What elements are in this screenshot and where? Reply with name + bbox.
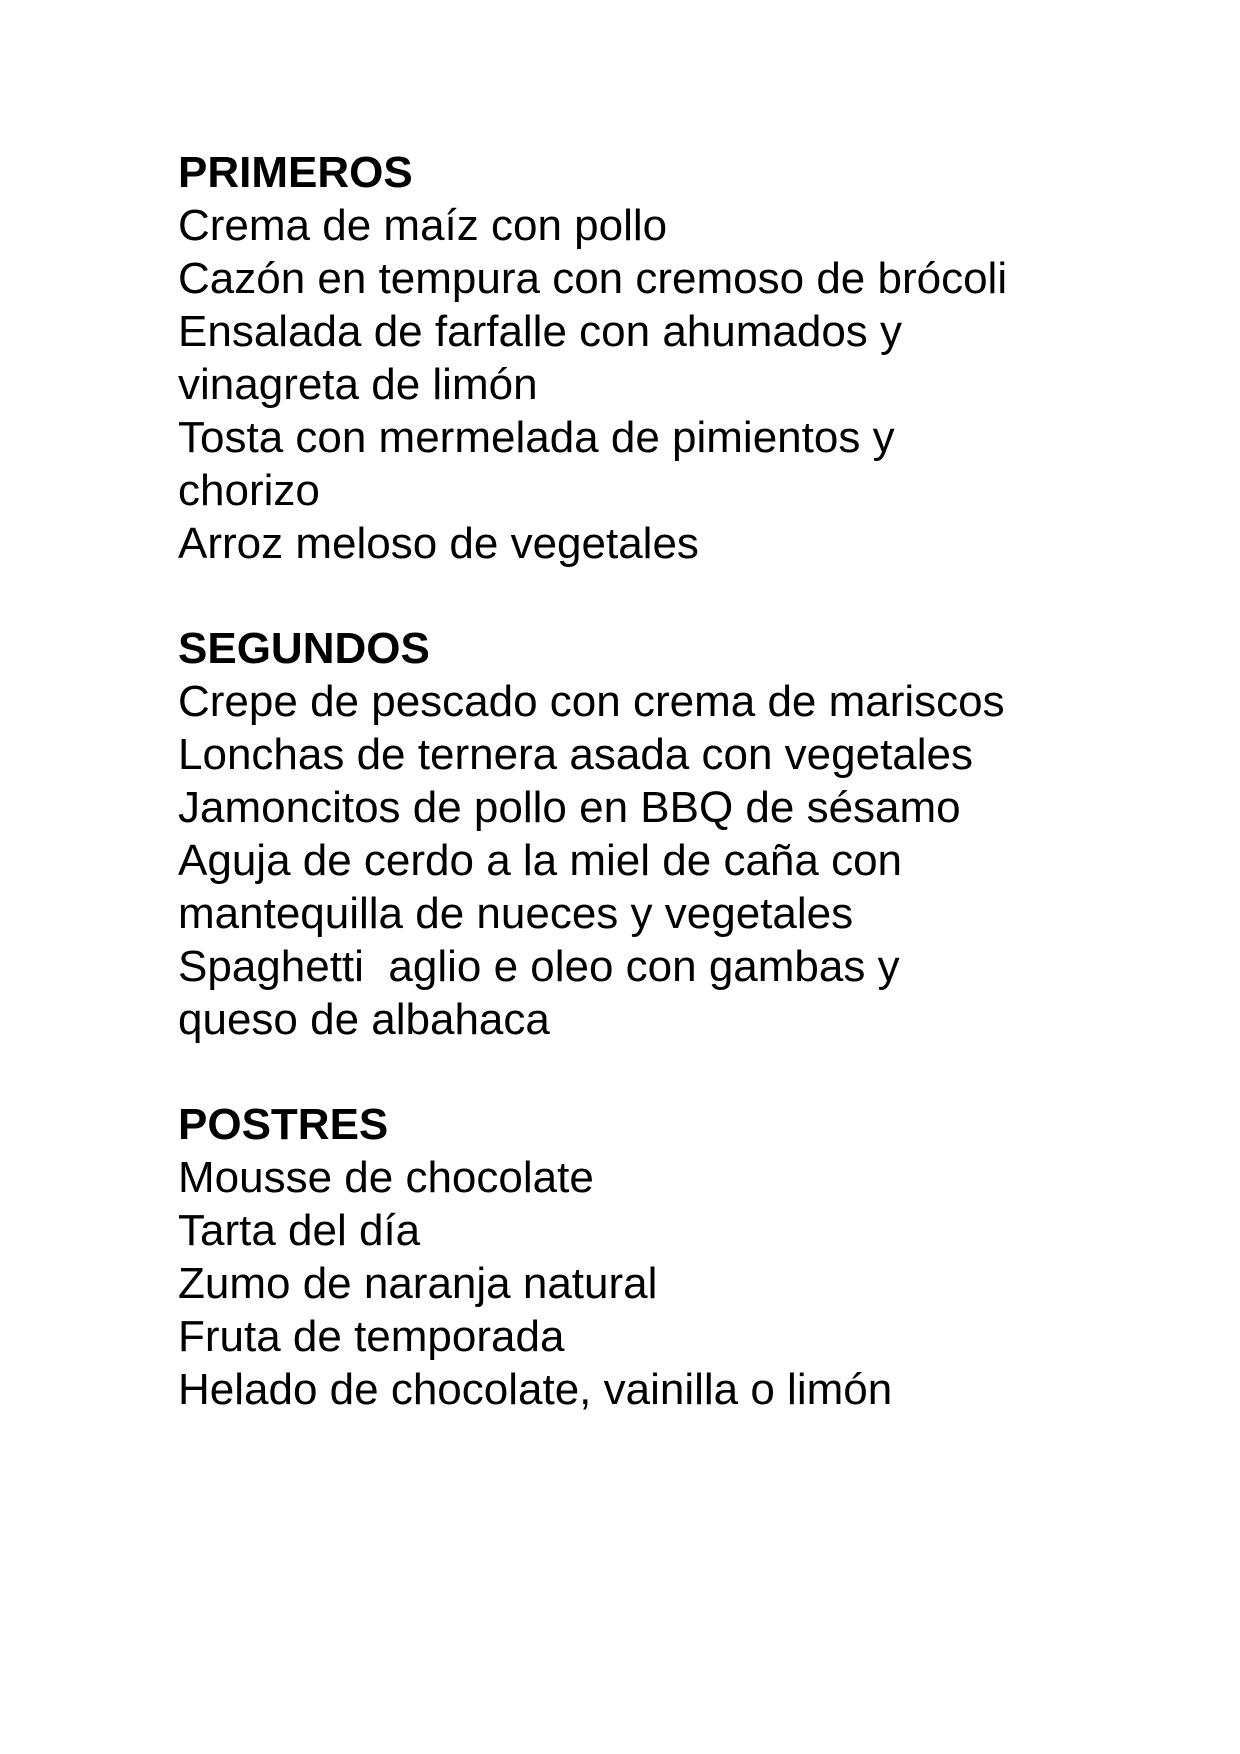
section-title: POSTRES	[178, 1100, 389, 1149]
section-title: SEGUNDOS	[178, 624, 430, 673]
menu-line: Aguja de cerdo a la miel de caña con	[178, 836, 903, 885]
menu-line: chorizo	[178, 466, 320, 515]
section-title: PRIMEROS	[178, 148, 413, 197]
menu-line: Fruta de temporada	[178, 1312, 565, 1361]
menu-line: Tarta del día	[178, 1206, 421, 1255]
menu-line: Jamoncitos de pollo en BBQ de sésamo	[178, 783, 961, 832]
menu-line: Tosta con mermelada de pimientos y	[178, 413, 895, 462]
section-primeros	[178, 146, 1178, 570]
section-postres	[178, 1098, 1178, 1416]
menu-line: Helado de chocolate, vainilla o limón	[178, 1365, 893, 1414]
menu-line: Ensalada de farfalle con ahumados y	[178, 307, 903, 356]
menu	[178, 146, 1178, 1468]
menu-line: Lonchas de ternera asada con vegetales	[178, 730, 974, 779]
menu-line: Crepe de pescado con crema de mariscos	[178, 677, 1005, 726]
menu-line: Mousse de chocolate	[178, 1153, 594, 1202]
menu-line: vinagreta de limón	[178, 360, 538, 409]
menu-line: mantequilla de nueces y vegetales	[178, 889, 854, 938]
menu-line: Spaghetti aglio e oleo con gambas y	[178, 942, 900, 991]
section-segundos	[178, 622, 1178, 1046]
menu-line: Zumo de naranja natural	[178, 1259, 658, 1308]
menu-line: Arroz meloso de vegetales	[178, 519, 699, 568]
menu-line: Cazón en tempura con cremoso de brócoli	[178, 254, 1008, 303]
menu-line: queso de albahaca	[178, 995, 550, 1044]
menu-line: Crema de maíz con pollo	[178, 201, 668, 250]
